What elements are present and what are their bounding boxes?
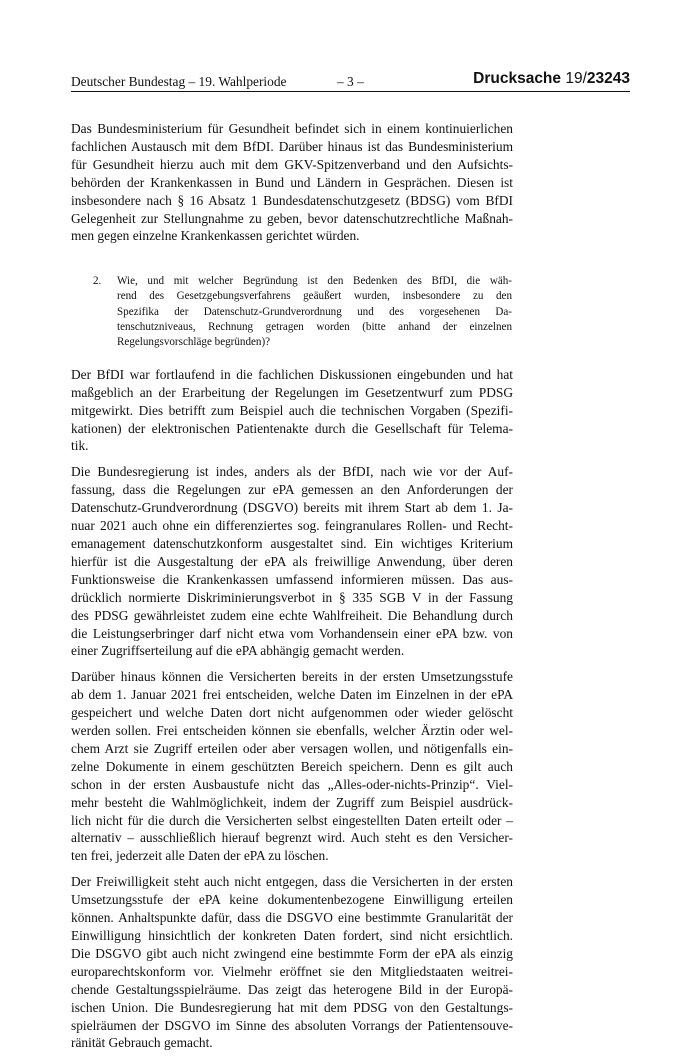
text-line: werden sollen. Frei entscheiden können sie ebenfalls, welcher Ärztin oder wel- <box>71 723 513 739</box>
text-line: Das Bundesministerium für Gesundheit befindet sich in einem kontinuierlichen <box>71 121 513 136</box>
text-line: mehr besteht die Wahlmöglichkeit, indem der Zugriff zum Beispiel ausdrück- <box>71 794 513 810</box>
page-body <box>71 120 513 1060</box>
document-number-bold: 23243 <box>586 70 630 87</box>
text-line: Der Freiwilligkeit steht auch nicht entgegen, dass die Versicherten in der ersten <box>71 874 513 890</box>
text-line: Der BfDI war fortlaufend in die fachlichen Diskussionen eingebunden und hat <box>71 366 513 382</box>
text-line: Einwilligung hinsichtlich der konkreten Daten fordert, sind nicht ersichtlich. <box>71 928 513 943</box>
text-line: ränität Gebrauch gemacht. <box>71 1035 213 1051</box>
answer-paragraph <box>71 463 513 660</box>
intro-section <box>71 120 513 245</box>
page-number: – 3 – <box>337 74 364 89</box>
text-line: europarechtskonform vor. Vielmehr eröffnet sie den Mitgliedstaaten weitrei- <box>71 963 513 979</box>
text-line: tik. <box>71 438 89 454</box>
text-line: ischen Union. Die Bundesregierung hat mit dem PDSG von den Gestaltungs- <box>71 999 513 1015</box>
text-line: insbesondere nach § 16 Absatz 1 Bundesdatenschutzgesetz (BDSG) vom BfDI <box>71 192 513 208</box>
text-line: men gegen einzelne Krankenkassen gerichtet würden. <box>71 228 360 244</box>
text-line: behörden der Krankenkassen in Bund und Ländern in Gesprächen. Diesen ist <box>71 174 513 190</box>
text-line: maßgeblich an der Erarbeitung der Regelungen im Gesetzentwurf zum PDSG <box>71 384 513 400</box>
answer-paragraph <box>71 873 513 1052</box>
text-line: fachlichen Austausch mit dem BfDI. Darüber hinaus ist das Bundesministerium <box>71 138 513 154</box>
question-line: Regelungsvorschläge begründen)? <box>117 335 271 348</box>
text-line: lich nicht für die durch die Versicherten selbst eingestellten Daten erteilt oder – <box>71 812 513 828</box>
text-line: spielräumen der DSGVO im Sinne des absoluten Vorrangs der Patientensouve- <box>71 1017 513 1033</box>
text-line: Die Bundesregierung ist indes, anders als der BfDI, nach wie vor der Auf- <box>71 464 513 480</box>
text-line: emanagement datenschutzkonform ausgestaltet sind. Ein wichtiges Kriterium <box>71 535 513 551</box>
question-line: Spezifika der Datenschutz-Grundverordnung und des vorgesehenen Da- <box>117 305 512 318</box>
document-number-label: Drucksache <box>473 70 562 87</box>
text-line: nuar 2021 auch ohne ein differenziertes sog. feingranulares Rollen- und Recht- <box>71 518 513 534</box>
text-line: des PDSG gewährleistet zudem eine echte Wahlfreiheit. Die Behandlung durch <box>71 607 513 623</box>
text-line: gespeichert und welche Daten dort nicht aufgenommen oder wieder gelöscht <box>71 705 513 721</box>
text-line: Gelegenheit zur Stellungnahme zu geben, bevor datenschutzrechtliche Maßnah- <box>71 210 513 226</box>
text-line: chende Gestaltungsspielräume. Das zeigt das heterogene Bild in der Europä- <box>71 981 513 997</box>
question-line: rend des Gesetzgebungsverfahrens geäußert wurden, insbesondere zu den <box>117 290 512 303</box>
question-number: 2. <box>93 275 102 288</box>
text-line: drücklich normierte Diskriminierungsverbot in § 335 SGB V in der Fassung <box>71 589 513 605</box>
text-line: schon in der ersten Ausbaustufe nicht das „Alles-oder-nichts-Prinzip“. Viel- <box>71 776 513 792</box>
question-line: tenschutzniveaus, Rechnung getragen worden (bitte anhand der einzelnen <box>117 320 512 333</box>
text-line: fassung, dass die Regelungen zur ePA gemessen an den Anforderungen der <box>71 482 513 498</box>
intro-paragraph <box>71 120 513 245</box>
question-line: Wie, und mit welcher Begründung ist den Bedenken des BfDI, die wäh- <box>117 275 512 288</box>
answer-paragraph <box>71 366 513 456</box>
document-number <box>473 70 630 88</box>
header-publication: Deutscher Bundestag – 19. Wahlperiode <box>71 74 287 89</box>
header-rule <box>71 91 630 92</box>
document-number-prefix: 19/ <box>561 70 587 87</box>
text-line: zelne Dokumente in einem geschützten Bereich speichern. Denn es gilt auch <box>71 758 513 774</box>
question-text <box>117 274 512 349</box>
text-line: kationen) der elektronischen Patientenakte durch die Gesellschaft für Telema- <box>71 420 513 436</box>
text-line: Die DSGVO gibt auch nicht zwingend eine bestimmte Form der ePA als einzig <box>71 945 513 961</box>
page-header <box>71 70 630 92</box>
text-line: die Leistungserbringer darf nicht etwa vom Vorhandensein einer ePA bzw. von <box>71 625 513 641</box>
text-line: Datenschutz-Grundverordnung (DSGVO) bereits mit ihrem Start ab dem 1. Ja- <box>71 500 513 516</box>
answer-paragraph <box>71 668 513 865</box>
text-line: ab dem 1. Januar 2021 frei entscheiden, welche Daten im Einzelnen in der ePA <box>71 687 513 703</box>
text-line: chem Arzt sie Zugriff erteilen oder aber versagen wollen, und nötigenfalls ein- <box>71 740 513 756</box>
text-line: mitgewirkt. Dies betrifft zum Beispiel auch die technischen Vorgaben (Spezifi- <box>71 402 513 418</box>
text-line: ten frei, jederzeit alle Daten der ePA zu löschen. <box>71 848 329 864</box>
text-line: hierfür ist die Ausgestaltung der ePA als freiwillige Anwendung, über deren <box>71 553 513 569</box>
text-line: Darüber hinaus können die Versicherten bereits in der ersten Umsetzungsstufe <box>71 669 513 685</box>
text-line: können. Anhaltspunkte dafür, dass die DSGVO eine bestimmte Granularität der <box>71 910 513 926</box>
text-line: alternativ – ausschließlich hierauf begrenzt wird. Auch steht es den Versicher- <box>71 830 513 846</box>
text-line: Umsetzungsstufe der ePA keine dokumentenbezogene Einwilligung erteilen <box>71 892 513 908</box>
text-line: Funktionsweise die Krankenkassen umfassend informieren müssen. Das aus- <box>71 571 513 587</box>
question-block <box>93 274 512 349</box>
text-line: für Gesundheit hierzu auch mit dem GKV-Spitzenverband und den Aufsichts- <box>71 156 513 172</box>
answer-section <box>71 366 513 1053</box>
text-line: einer Zugriffserteilung auf die ePA abhängig gemacht werden. <box>71 643 405 659</box>
